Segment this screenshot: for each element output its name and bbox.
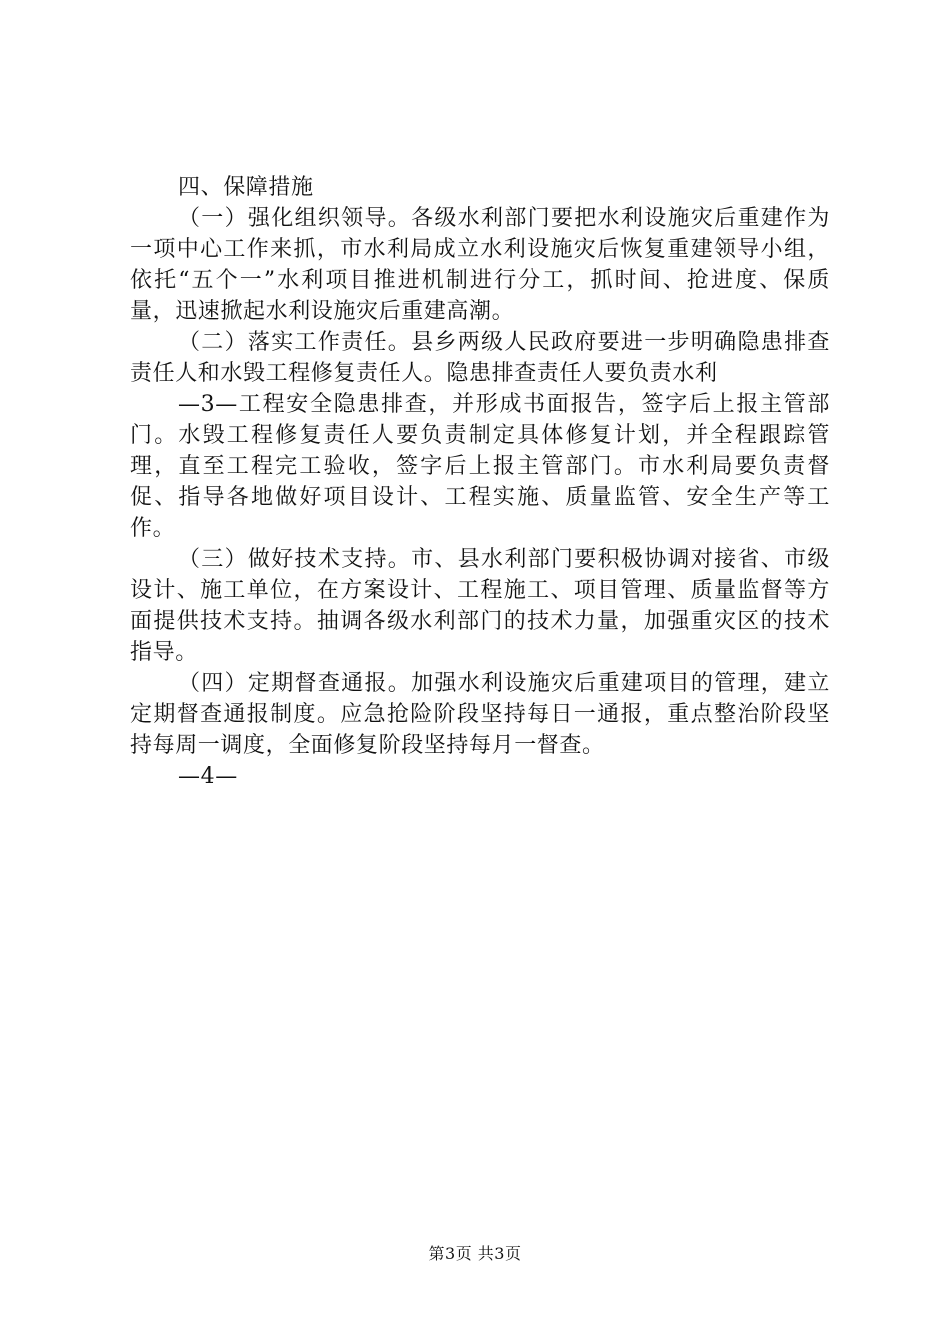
paragraph-organization-leadership: （一）强化组织领导。各级水利部门要把水利设施灾后重建作为一项中心工作来抓，市水利局成立水利设施灾后恢复重建领导小组，依托“五个一”水利项目推进机制进行分工，抓时间、抢进度、保质量，迅速掀起水利设施灾后重建高潮。 (130, 206, 830, 324)
paragraph-continuation-page-3: —3—工程安全隐患排查，并形成书面报告，签字后上报主管部门。水毁工程修复责任人要负责制定具体修复计划，并全程跟踪管理，直至工程完工验收，签字后上报主管部门。市水利局要负责督促、指导各地做好项目设计、工程实施、质量监管、安全生产等工作。 (130, 392, 830, 541)
section-heading: 四、保障措施 (178, 175, 314, 200)
page-footer: 第3页 共3页 (428, 1244, 522, 1263)
inline-page-number: —4— (178, 764, 238, 789)
paragraph-regular-inspection: （四）定期督查通报。加强水利设施灾后重建项目的管理，建立定期督查通报制度。应急抢险阶段坚持每日一通报，重点整治阶段坚持每周一调度，全面修复阶段坚持每月一督查。 (130, 671, 830, 758)
document-body (130, 172, 830, 792)
paragraph-work-responsibility: （二）落实工作责任。县乡两级人民政府要进一步明确隐患排查责任人和水毁工程修复责任人。隐患排查责任人要负责水利 (130, 330, 830, 386)
paragraph-technical-support: （三）做好技术支持。市、县水利部门要积极协调对接省、市级设计、施工单位，在方案设计、工程施工、项目管理、质量监督等方面提供技术支持。抽调各级水利部门的技术力量，加强重灾区的技术指导。 (130, 547, 830, 665)
